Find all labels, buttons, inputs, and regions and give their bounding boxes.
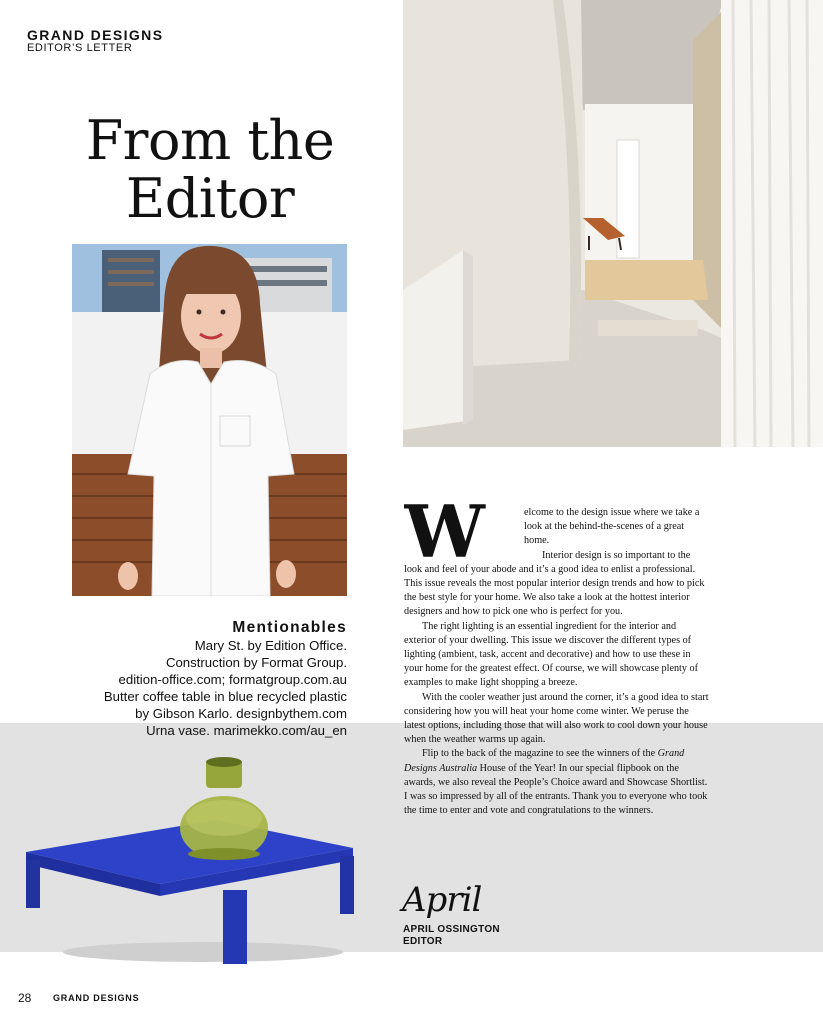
credit-line-vase	[60, 722, 347, 739]
signature-script: April	[402, 880, 482, 920]
footer-brand: GRAND DESIGNS	[53, 993, 140, 1003]
interior-photo	[403, 0, 823, 447]
editor-role: EDITOR	[403, 936, 443, 947]
editor-portrait-photo	[72, 244, 347, 596]
letter-paragraph: Interior design is so important to the look and feel of your abode and it’s a good idea to enlist a professional. This issue reveals the most popular interior design trends and how to pick the best style for your home. We also take a look at the hottest interior designers and how to pick one who is perfect for you.	[404, 549, 705, 618]
letter-paragraph: With the cooler weather just around the corner, it’s a good idea to start considering how you will heat your home come winter. We peruse the latest options, including those that will also work to cool down your house when the weather warms up again.	[404, 691, 709, 746]
credit-link-line: edition-office.com; formatgroup.com.au	[118, 672, 347, 687]
letter-paragraph: The right lighting is an essential ingredient for the interior and exterior of your dwelling. This issue we discover the different types of lighting (ambient, task, accent and decorative) and how to use these in your home for the greatest effect. Of course, we will showcase plenty of examples to make light shopping a breeze.	[404, 620, 699, 689]
dropcap-w	[404, 503, 522, 559]
editor-name: APRIL OSSINGTON	[403, 924, 500, 935]
vase-link: marimekko.com/au_en	[213, 723, 347, 738]
credit-line: Mary St. by Edition Office.	[194, 638, 347, 653]
mentionables-heading: Mentionables	[232, 619, 347, 636]
title-line-1: From the	[85, 109, 335, 172]
dropcap-letter: W	[404, 503, 485, 559]
letter-paragraph	[404, 747, 710, 818]
paragraph-text: Flip to the back of the magazine to see the winners of the	[422, 748, 658, 760]
section-title: GRAND DESIGNS	[27, 27, 164, 43]
product-photo	[18, 752, 363, 967]
page-number: 28	[18, 991, 32, 1005]
section-subtitle: EDITOR’S LETTER	[27, 42, 133, 54]
credit-line: Construction by Format Group.	[165, 655, 347, 670]
letter-paragraph: elcome to the design issue where we take a look at the behind-the-scenes of a great home.	[524, 507, 700, 547]
mentionables-credits	[60, 619, 347, 739]
paragraph-text: House of the Year! In our special flipbook on the awards, we also reveal the People’s Choice award and Showcase Shortlist. I was so impressed by all of the entrants. Thank you to everyone who took the time to enter and vote and congratulations to the winners.	[404, 762, 708, 817]
magazine-name-italic: Grand Designs Australia	[404, 748, 685, 774]
vase-label: Urna vase.	[146, 723, 210, 738]
page-title	[60, 109, 360, 230]
credit-line: Butter coffee table in blue recycled plastic	[103, 689, 347, 704]
credit-line: by Gibson Karlo. designbythem.com	[135, 706, 347, 721]
editor-letter-body	[404, 503, 710, 818]
title-line-2: Editor	[125, 167, 295, 230]
